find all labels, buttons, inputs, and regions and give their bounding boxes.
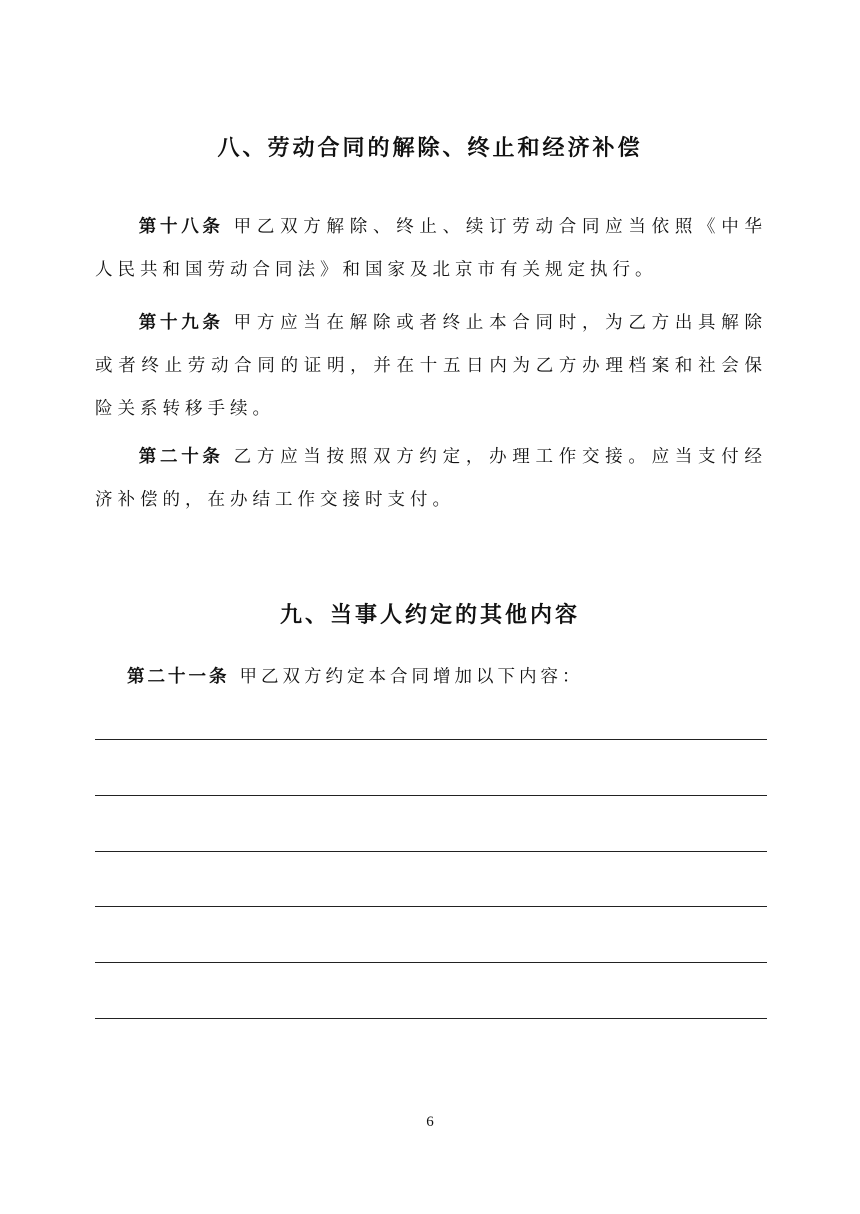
fill-in-line[interactable] — [95, 962, 767, 963]
article-21 — [127, 663, 767, 688]
fill-in-line[interactable] — [95, 851, 767, 852]
article-18 — [95, 206, 767, 292]
article-21-text: 甲乙双方约定本合同增加以下内容： — [239, 667, 584, 687]
page-number: 6 — [426, 1114, 434, 1130]
article-20-text: 乙方应当按照双方约定，办理工作交接。应当支付经济补偿的，在办结工作交接时支付。 — [95, 447, 768, 510]
section-9-title: 九、当事人约定的其他内容 — [279, 603, 580, 628]
fill-in-line[interactable] — [95, 1018, 767, 1019]
article-18-text: 甲乙双方解除、终止、续订劳动合同应当依照《中华人民共和国劳动合同法》和国家及北京市有关规定执行。 — [95, 217, 768, 280]
article-19 — [95, 302, 767, 431]
article-19-label: 第十九条 — [138, 313, 224, 333]
article-20-label: 第二十条 — [138, 447, 224, 467]
fill-in-line[interactable] — [95, 795, 767, 796]
section-8-title: 八、劳动合同的解除、终止和经济补偿 — [217, 136, 643, 161]
article-20 — [95, 436, 767, 522]
article-18-label: 第十八条 — [138, 217, 224, 237]
fill-in-line[interactable] — [95, 906, 767, 907]
article-21-label: 第二十一条 — [127, 667, 230, 687]
fill-in-line[interactable] — [95, 739, 767, 740]
article-19-text: 甲方应当在解除或者终止本合同时，为乙方出具解除或者终止劳动合同的证明，并在十五日内为乙方办理档案和社会保险关系转移手续。 — [95, 313, 768, 419]
